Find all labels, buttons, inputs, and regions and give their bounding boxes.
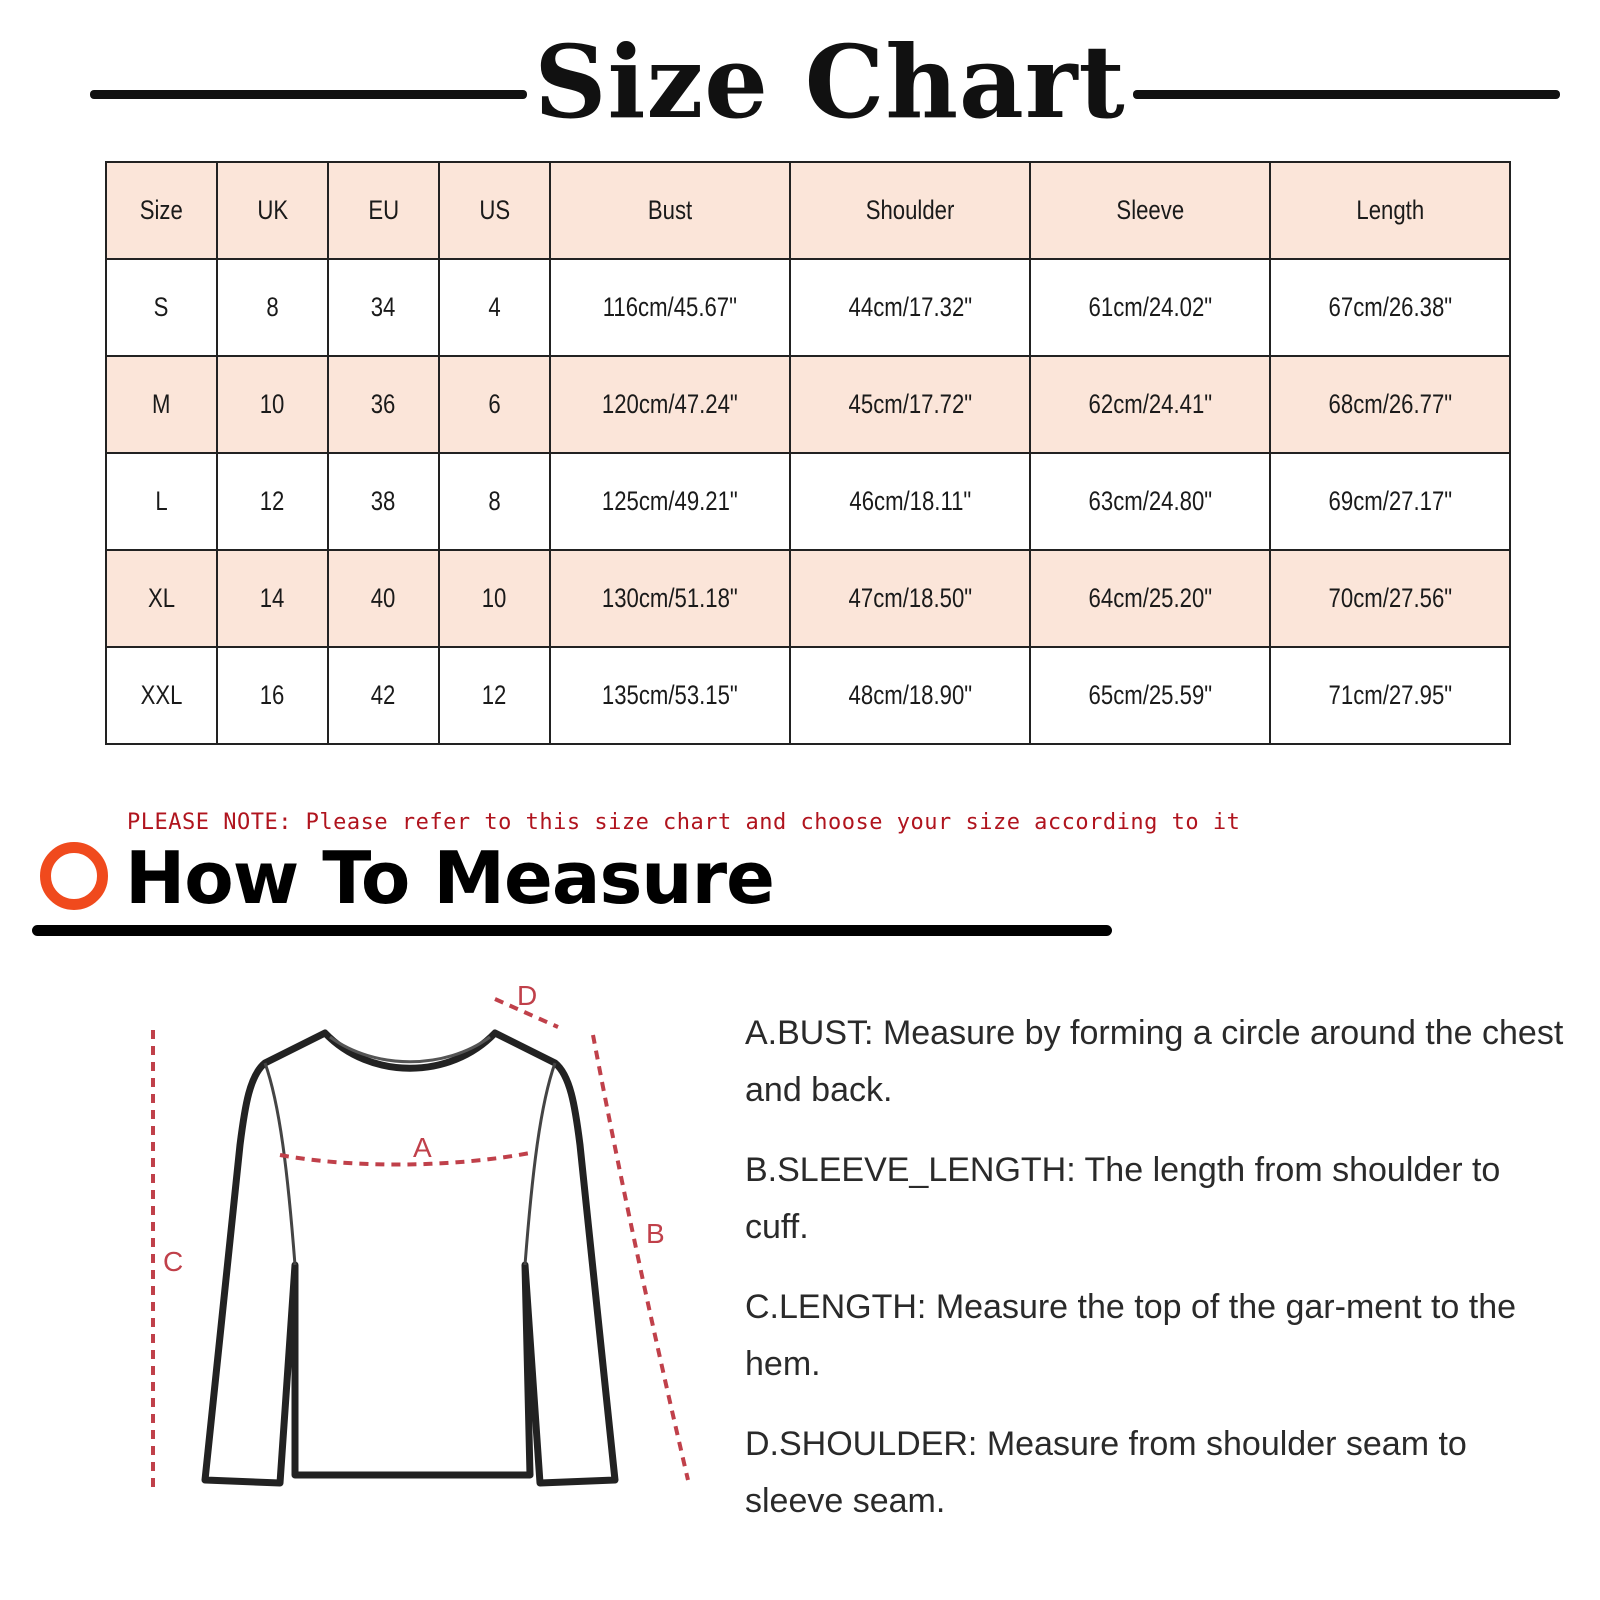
instruction-text: The length from shoulder to cuff. [745, 1151, 1501, 1246]
table-cell: 42 [328, 647, 439, 744]
column-header: US [439, 162, 550, 259]
table-cell: S [106, 259, 217, 356]
table-cell: 120cm/47.24" [550, 356, 790, 453]
table-cell: 14 [217, 550, 328, 647]
table-cell: XXL [106, 647, 217, 744]
table-cell: 69cm/27.17" [1270, 453, 1510, 550]
shirt-svg [130, 975, 730, 1535]
label-d: D [517, 980, 538, 1011]
size-chart-header [0, 20, 1600, 140]
table-cell: 68cm/26.77" [1270, 356, 1510, 453]
measure-instructions [745, 1005, 1565, 1553]
table-cell: L [106, 453, 217, 550]
instruction-label: D.SHOULDER: [745, 1425, 978, 1463]
column-header: Shoulder [790, 162, 1030, 259]
table-cell: 16 [217, 647, 328, 744]
table-cell: 130cm/51.18" [550, 550, 790, 647]
table-cell: 63cm/24.80" [1030, 453, 1270, 550]
instruction-text: Measure the top of the gar-ment to the hem. [745, 1288, 1517, 1383]
instruction-label: A.BUST: [745, 1014, 874, 1052]
label-b: B [646, 1218, 665, 1249]
table-cell: 8 [217, 259, 328, 356]
table-cell: 135cm/53.15" [550, 647, 790, 744]
table-cell: 10 [217, 356, 328, 453]
size-table [105, 161, 1511, 745]
table-cell: 12 [217, 453, 328, 550]
shirt-diagram [130, 975, 730, 1535]
table-cell: 46cm/18.11" [790, 453, 1030, 550]
column-header: Length [1270, 162, 1510, 259]
instruction-text: Measure by forming a circle around the chest and back. [745, 1014, 1564, 1109]
table-cell: 8 [439, 453, 550, 550]
table-cell: XL [106, 550, 217, 647]
table-cell: 125cm/49.21" [550, 453, 790, 550]
title-rule-left [90, 90, 527, 99]
table-cell: 70cm/27.56" [1270, 550, 1510, 647]
page-title: Size Chart [534, 23, 1126, 141]
table-cell: 6 [439, 356, 550, 453]
table-cell: 40 [328, 550, 439, 647]
instruction-label: B.SLEEVE_LENGTH: [745, 1151, 1076, 1189]
table-cell: 34 [328, 259, 439, 356]
column-header: Bust [550, 162, 790, 259]
instruction-text: Measure from shoulder seam to sleeve seam. [745, 1425, 1467, 1520]
instruction-shoulder [745, 1416, 1565, 1530]
table-cell: 64cm/25.20" [1030, 550, 1270, 647]
label-a: A [413, 1132, 432, 1163]
table-cell: 38 [328, 453, 439, 550]
table-cell: 36 [328, 356, 439, 453]
table-cell: 71cm/27.95" [1270, 647, 1510, 744]
size-note: PLEASE NOTE: Please refer to this size chart and choose your size according to it [127, 810, 1241, 835]
table-cell: 4 [439, 259, 550, 356]
table-cell: 44cm/17.32" [790, 259, 1030, 356]
instruction-length [745, 1279, 1565, 1393]
table-row [106, 453, 1510, 550]
table-header-row [106, 162, 1510, 259]
section-title: How To Measure [125, 836, 774, 920]
title-rule-right [1133, 90, 1560, 99]
instruction-sleeve-length [745, 1142, 1565, 1256]
table-row [106, 550, 1510, 647]
ring-icon [40, 842, 108, 910]
table-cell: 62cm/24.41" [1030, 356, 1270, 453]
column-header: Size [106, 162, 217, 259]
column-header: EU [328, 162, 439, 259]
table-cell: 47cm/18.50" [790, 550, 1030, 647]
table-cell: 10 [439, 550, 550, 647]
column-header: UK [217, 162, 328, 259]
instruction-bust [745, 1005, 1565, 1119]
table-cell: 61cm/24.02" [1030, 259, 1270, 356]
table-cell: 48cm/18.90" [790, 647, 1030, 744]
column-header: Sleeve [1030, 162, 1270, 259]
shirt-outline [205, 1033, 615, 1483]
table-cell: M [106, 356, 217, 453]
table-cell: 67cm/26.38" [1270, 259, 1510, 356]
table-cell: 45cm/17.72" [790, 356, 1030, 453]
label-c: C [163, 1246, 184, 1277]
table-row [106, 259, 1510, 356]
table-cell: 65cm/25.59" [1030, 647, 1270, 744]
table-cell: 12 [439, 647, 550, 744]
table-row [106, 647, 1510, 744]
section-rule [32, 925, 1112, 936]
instruction-label: C.LENGTH: [745, 1288, 927, 1326]
table-row [106, 356, 1510, 453]
table-cell: 116cm/45.67" [550, 259, 790, 356]
